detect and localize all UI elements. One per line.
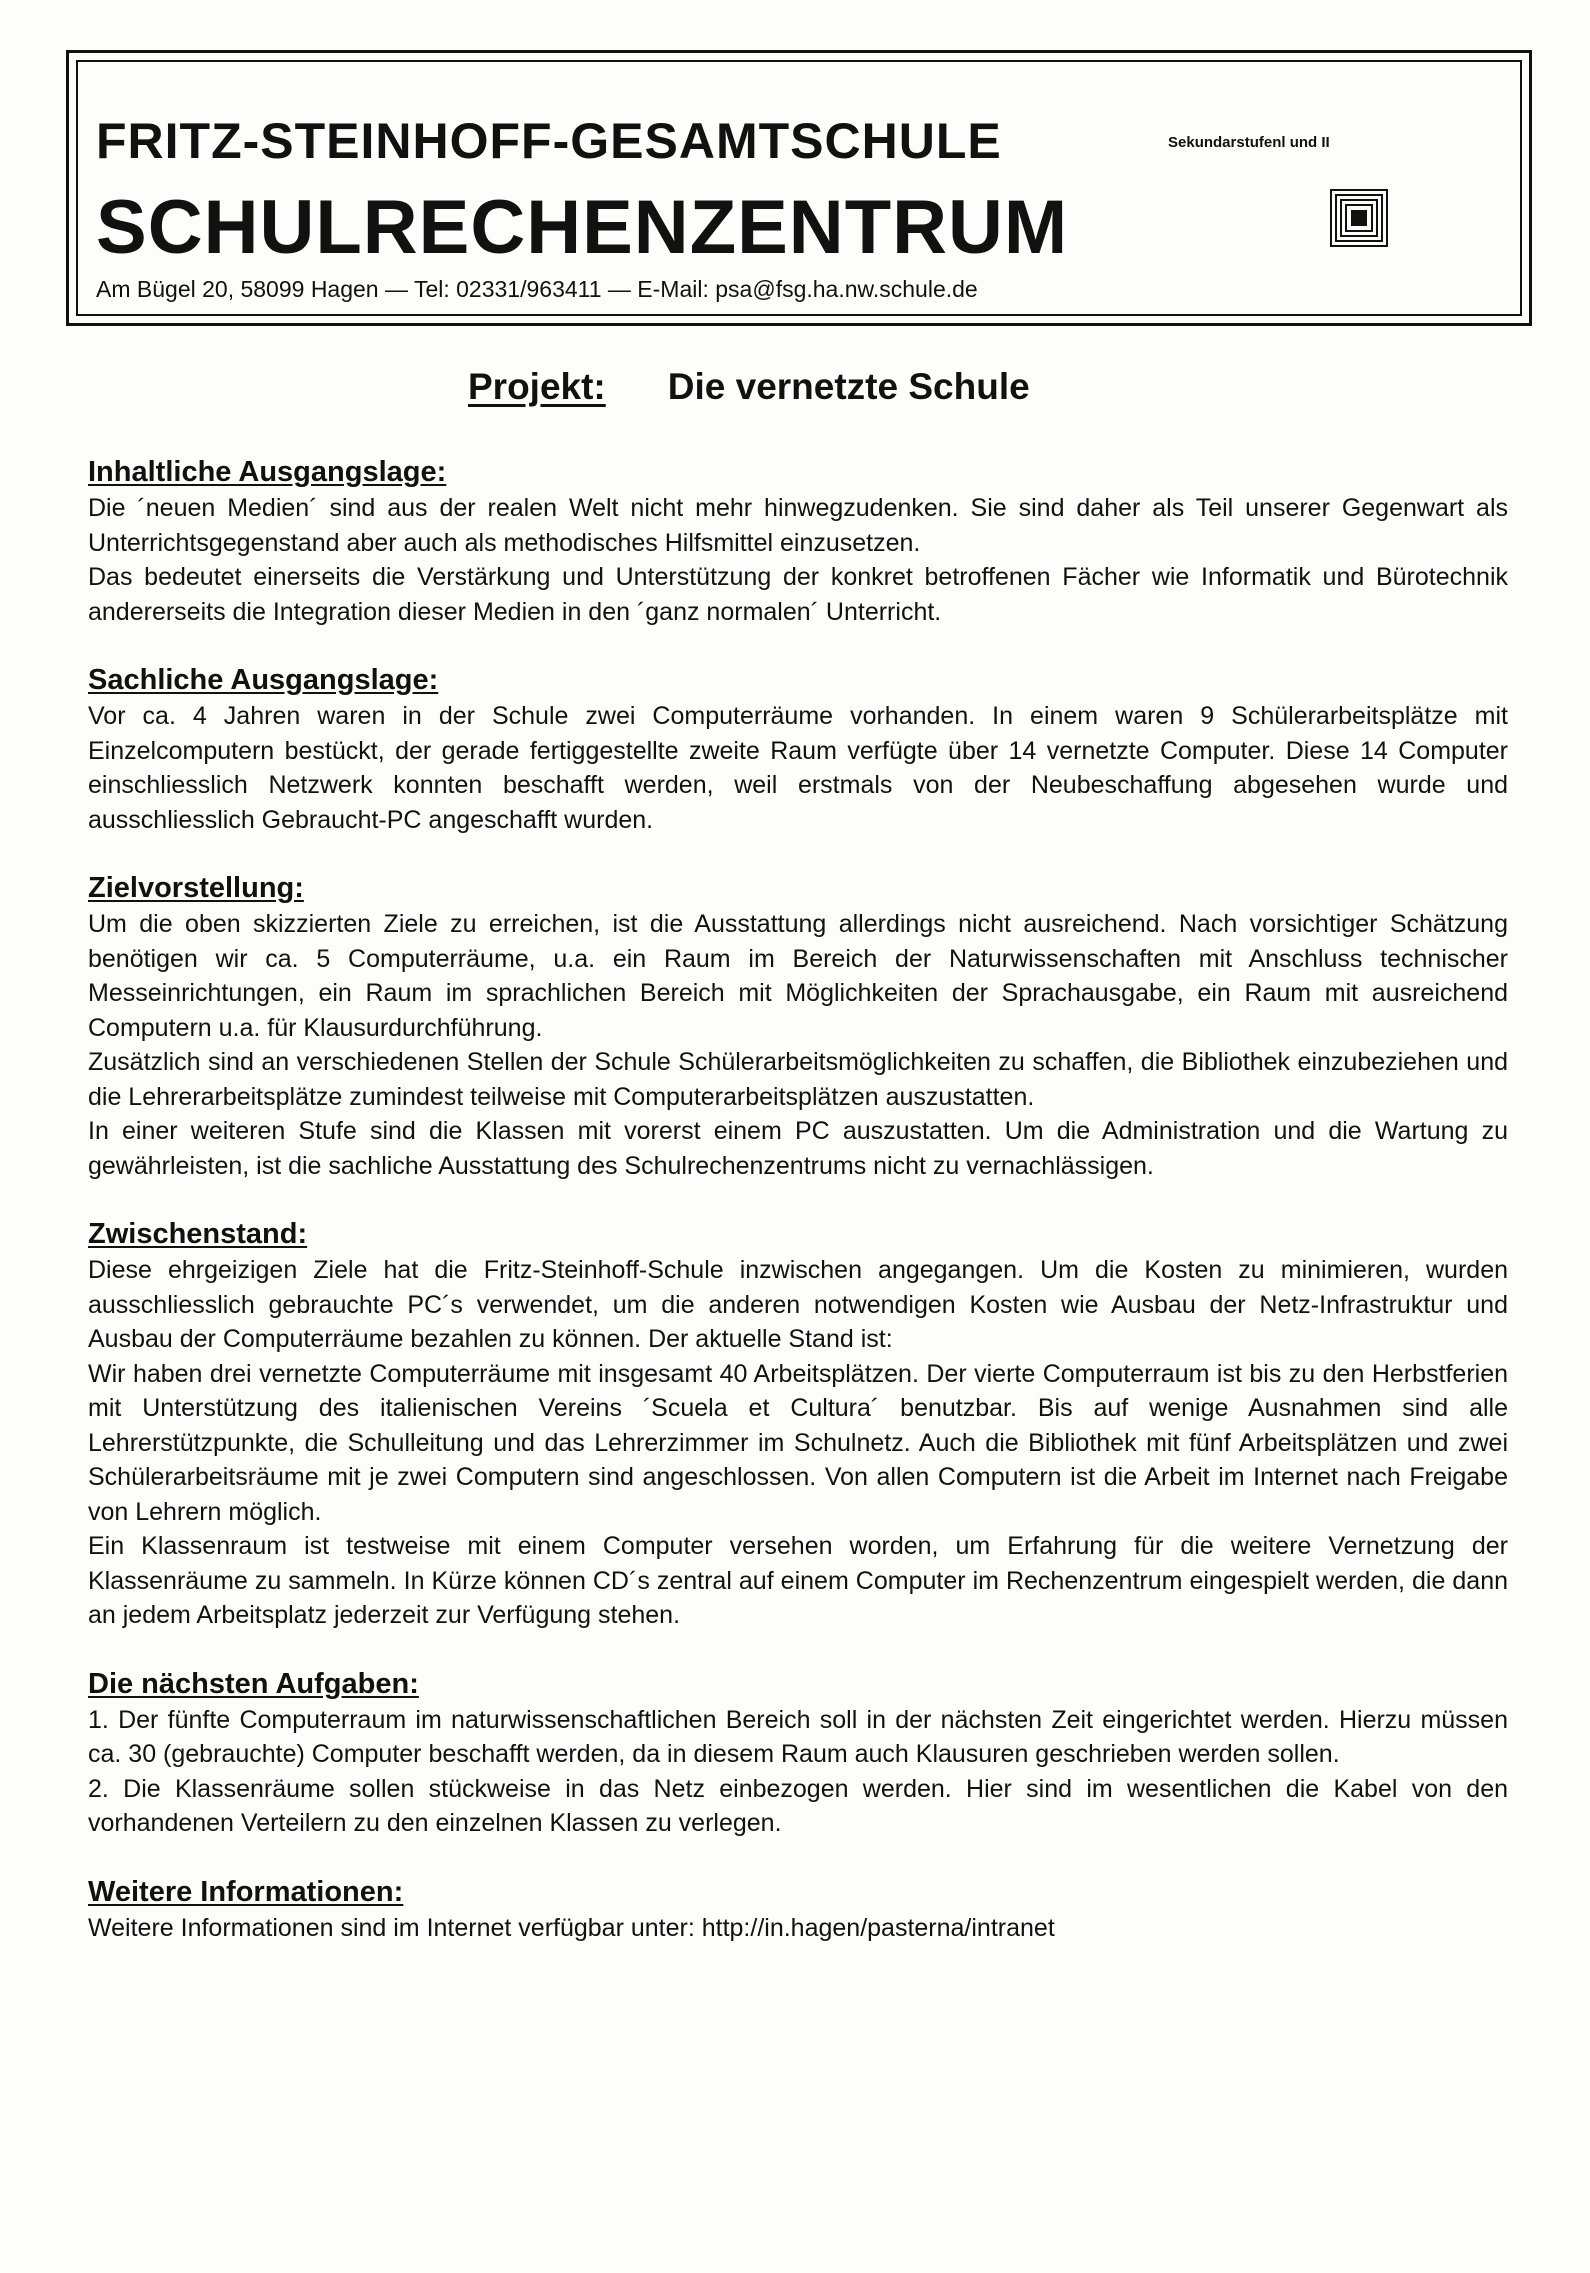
section-inhaltliche-ausgangslage xyxy=(88,455,1508,629)
section-heading: Sachliche Ausgangslage: xyxy=(88,664,439,696)
section-sachliche-ausgangslage xyxy=(88,663,1508,837)
section-paragraph: In einer weiteren Stufe sind die Klassen mit vorerst einem PC auszustatten. Um die Administration und die Wartung zu gewährleisten, ist die sachliche Ausstattung des Schulrechenzentrums nicht zu vernachlässigen. xyxy=(88,1117,1508,1180)
project-label: Projekt: xyxy=(468,366,606,407)
section-weitere-informationen xyxy=(88,1875,1508,1946)
contact-line: Am Bügel 20, 58099 Hagen — Tel: 02331/963411 — E-Mail: psa@fsg.ha.nw.schule.de xyxy=(96,276,978,302)
section-paragraph: 2. Die Klassenräume sollen stückweise in das Netz einbezogen werden. Hier sind im wesentlichen die Kabel von den vorhandenen Verteilern zu den einzelnen Klassen zu verlegen. xyxy=(88,1774,1508,1837)
project-title: Die vernetzte Schule xyxy=(667,366,1030,407)
section-naechste-aufgaben xyxy=(88,1667,1508,1841)
school-name: FRITZ-STEINHOFF-GESAMTSCHULE xyxy=(96,113,1002,169)
section-zielvorstellung xyxy=(88,871,1508,1183)
project-heading xyxy=(468,366,1030,408)
section-paragraph: Um die oben skizzierten Ziele zu erreichen, ist die Ausstattung allerdings nicht ausreichend. Nach vorsichtiger Schätzung benötigen wir ca. 5 Computerräume, u.a. ein Raum im Bereich der Naturwissenschaften mit Anschluss technischer Messeinrichtungen, ein Raum im sprachlichen Bereich mit Möglichkeiten der Sprachausgabe, ein Raum mit ausreichend Computern u.a. für Klausurdurchführung. xyxy=(88,910,1508,1042)
section-paragraph: Ein Klassenraum ist testweise mit einem Computer versehen worden, um Erfahrung für die weitere Vernetzung der Klassenräume zu sammeln. In Kürze können CD´s zentral auf einem Computer im Rechenzentrum eingespielt werden, die dann an jedem Arbeitsplatz jederzeit zur Verfügung stehen. xyxy=(88,1532,1508,1629)
section-zwischenstand xyxy=(88,1217,1508,1633)
section-paragraph: Wir haben drei vernetzte Computerräume mit insgesamt 40 Arbeitsplätzen. Der vierte Computerraum ist bis zu den Herbstferien mit Unterstützung des italienischen Vereins ´Scuela et Cultura´ benutzbar. Bis auf wenige Ausnahmen sind alle Lehrerstützpunkte, die Schulleitung und das Lehrerzimmer im Schulnetz. Auch die Bibliothek mit fünf Arbeitsplätzen und zwei Schülerarbeitsräume mit je zwei Computern sind angeschlossen. Von allen Computern ist die Arbeit im Internet nach Freigabe von Lehrern möglich. xyxy=(88,1359,1508,1526)
school-subtitle: Sekundarstufenl und II xyxy=(1168,134,1330,151)
section-heading: Inhaltliche Ausgangslage: xyxy=(88,456,447,488)
letterhead xyxy=(66,50,1532,326)
section-paragraph: Die ´neuen Medien´ sind aus der realen Welt nicht mehr hinwegzudenken. Sie sind daher als Teil unserer Gegenwart als Unterrichtsgegenstand aber auch als methodisches Hilfsmittel einzusetzen. xyxy=(88,494,1508,557)
section-heading: Die nächsten Aufgaben: xyxy=(88,1667,419,1700)
document-body xyxy=(88,455,1508,1979)
letterhead-inner-frame xyxy=(76,60,1522,316)
section-paragraph: Diese ehrgeizigen Ziele hat die Fritz-Steinhoff-Schule inzwischen angegangen. Um die Kosten zu minimieren, wurden ausschliesslich gebrauchte PC´s verwendet, um die anderen notwendigen Kosten wie Ausbau der Netz-Infrastruktur und Ausbau der Computerräume bezahlen zu können. Der aktuelle Stand ist: xyxy=(88,1256,1508,1353)
section-paragraph: Das bedeutet einerseits die Verstärkung und Unterstützung der konkret betroffenen Fächer wie Informatik und Bürotechnik andererseits die Integration dieser Medien in den ´ganz normalen´ Unterricht. xyxy=(88,563,1508,626)
section-paragraph: 1. Der fünfte Computerraum im naturwissenschaftlichen Bereich soll in der nächsten Zeit eingerichtet werden. Hierzu müssen ca. 30 (gebrauchte) Computer beschafft werden, da in diesem Raum auch Klausuren geschrieben werden sollen. xyxy=(88,1705,1508,1768)
section-paragraph: Zusätzlich sind an verschiedenen Stellen der Schule Schülerarbeitsmöglichkeiten zu schaffen, die Bibliothek einzubeziehen und die Lehrerarbeitsplätze zumindest teilweise mit Computerarbeitsplätzen auszustatten. xyxy=(88,1048,1508,1111)
section-paragraph: Vor ca. 4 Jahren waren in der Schule zwei Computerräume vorhanden. In einem waren 9 Schülerarbeitsplätze mit Einzelcomputern bestückt, der gerade fertiggestellte zweite Raum verfügte über 14 vernetzte Computer. Diese 14 Computer einschliesslich Netzwerk konnten beschafft werden, weil erstmals von der Neubeschaffung abgesehen wurde und ausschliesslich Gebraucht-PC angeschafft wurden. xyxy=(88,702,1508,834)
section-heading: Zielvorstellung: xyxy=(88,872,304,904)
section-paragraph: Weitere Informationen sind im Internet verfügbar unter: http://in.hagen/pasterna/intranet xyxy=(88,1913,1055,1942)
section-heading: Zwischenstand: xyxy=(88,1218,308,1250)
section-heading: Weitere Informationen: xyxy=(88,1875,404,1908)
center-name: SCHULRECHENZENTRUM xyxy=(96,185,1069,270)
nested-squares-logo-icon xyxy=(1330,189,1388,247)
